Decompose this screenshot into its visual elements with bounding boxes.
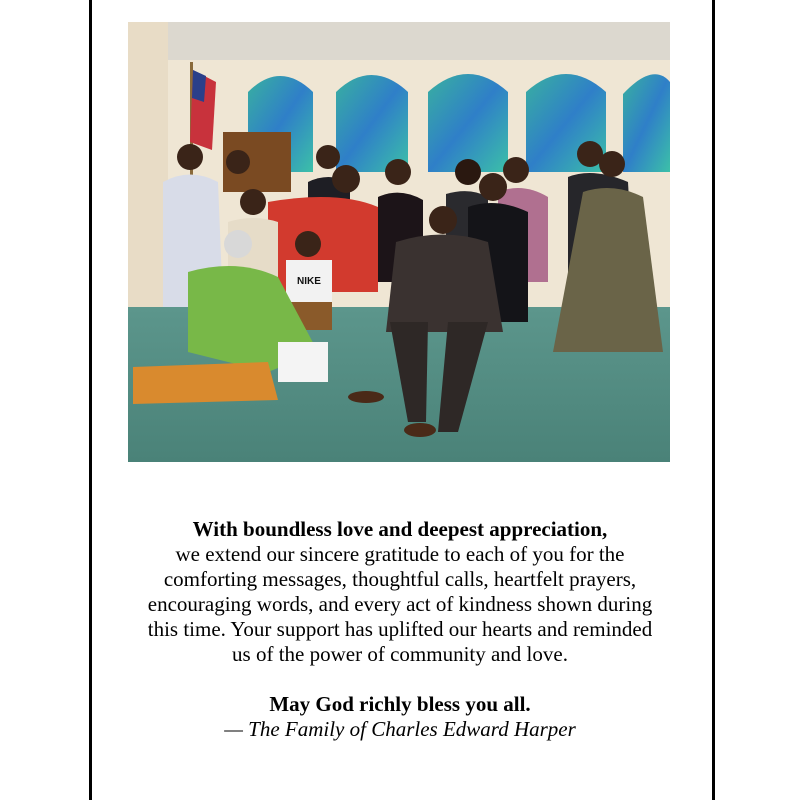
blessing: May God richly bless you all. — [269, 692, 531, 716]
message-line: we extend our sincere gratitude to each of you for the — [175, 542, 625, 566]
signature: — The Family of Charles Edward Harper — [224, 717, 576, 741]
message-line: comforting messages, thoughtful calls, heartfelt prayers, — [163, 567, 637, 591]
message-line: encouraging words, and every act of kindness shown during — [147, 592, 653, 616]
message-line: this time. Your support has uplifted our hearts and reminded — [147, 617, 653, 641]
family-photo — [128, 22, 670, 462]
paragraph-gap — [100, 667, 700, 692]
shirt-logo: NIKE — [297, 276, 321, 287]
message-heading: With boundless love and deepest appreciation, — [192, 517, 608, 541]
message-line: us of the power of community and love. — [232, 642, 568, 666]
thank-you-message — [100, 517, 700, 742]
family-photo-illustration — [128, 22, 670, 462]
